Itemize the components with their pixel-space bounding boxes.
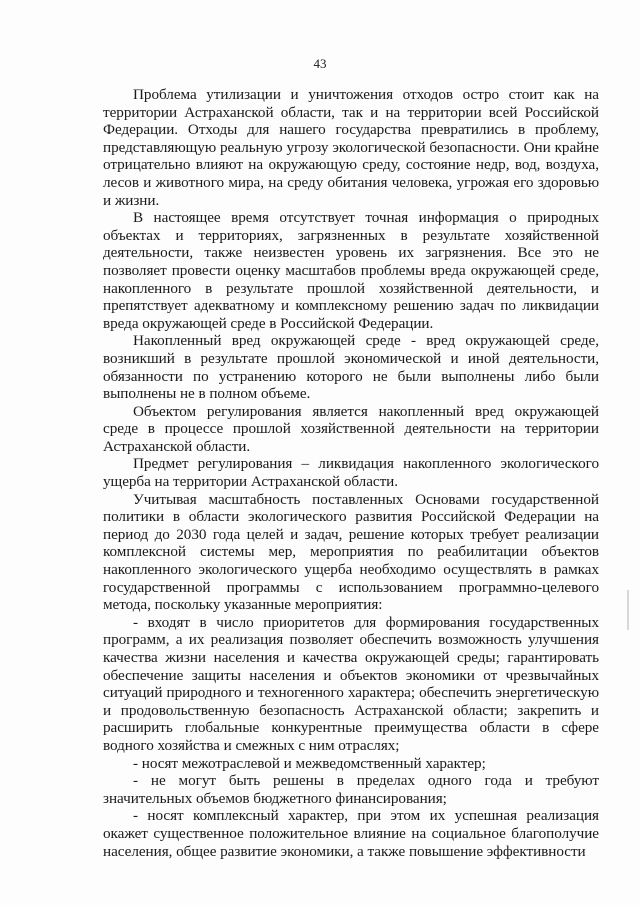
paragraph-accumulated-harm-definition: Накопленный вред окружающей среде - вред окружающей среде, возникший в результате прошлой экономической и иной деятельности, обязанности по устранению которого не были выполнены либо были выполнены не в полном объеме. [103,332,599,403]
list-item-priorities: - входят в число приоритетов для формирования государственных программ, а их реализация позволяет обеспечить возможность улучшения качества жизни населения и качества окружающей среды; гарантировать обеспечение защиты населения и объектов экономики от чрезвычайных ситуаций природного и техногенного характера; обеспечить энергетическую и продовольственную безопасность Астраханской области; закрепить и расширить глобальные конкурентные преимущества области в сфере водного хозяйства и смежных с ним отраслях; [103,613,599,754]
paragraph-no-information: В настоящее время отсутствует точная информация о природных объектах и территориях, загрязненных в результате хозяйственной деятельности, также неизвестен уровень их загрязнения. Все это не позволяет провести оценку масштабов проблемы вреда окружающей среде, накопленного в результате прошлой хозяйственной деятельности, и препятствует адекватному и комплексному решению задач по ликвидации вреда окружающей среде в Российской Федерации. [103,209,599,332]
document-body [103,86,599,860]
list-item-complex: - носят комплексный характер, при этом их успешная реализация окажет существенное положительное влияние на социальное благополучие населения, общее развитие экономики, а также повышение эффективности [103,807,599,860]
list-item-multiyear: - не могут быть решены в пределах одного года и требуют значительных объемов бюджетного финансирования; [103,772,599,807]
paragraph-waste-problem: Проблема утилизации и уничтожения отходов остро стоит как на территории Астраханской области, так и на территории всей Российской Федерации. Отходы для нашего государства превратились в проблему, представляющую реальную угрозу экологической безопасности. Они крайне отрицательно влияют на окружающую среду, состояние недр, вод, воздуха, лесов и животного мира, на среду обитания человека, угрожая его здоровью и жизни. [103,86,599,209]
paragraph-regulation-subject: Предмет регулирования – ликвидация накопленного экологического ущерба на территории Астраханской области. [103,455,599,491]
scan-artifact-line [627,590,629,630]
paragraph-regulation-object: Объектом регулирования является накопленный вред окружающей среде в процессе прошлой хозяйственной деятельности на территории Астраханской области. [103,402,599,455]
page-number: 43 [313,56,327,71]
list-item-intersectoral: - носят межотраслевой и межведомственный характер; [133,754,486,772]
paragraph-program-method: Учитывая масштабность поставленных Основами государственной политики в области экологического развития Российской Федерации на период до 2030 года целей и задач, решение которых требует реализации комплексной системы мер, мероприятия по реабилитации объектов накопленного экологического ущерба необходимо осуществлять в рамках государственной программы с использованием программно-целевого метода, поскольку указанные мероприятия: [103,490,599,614]
